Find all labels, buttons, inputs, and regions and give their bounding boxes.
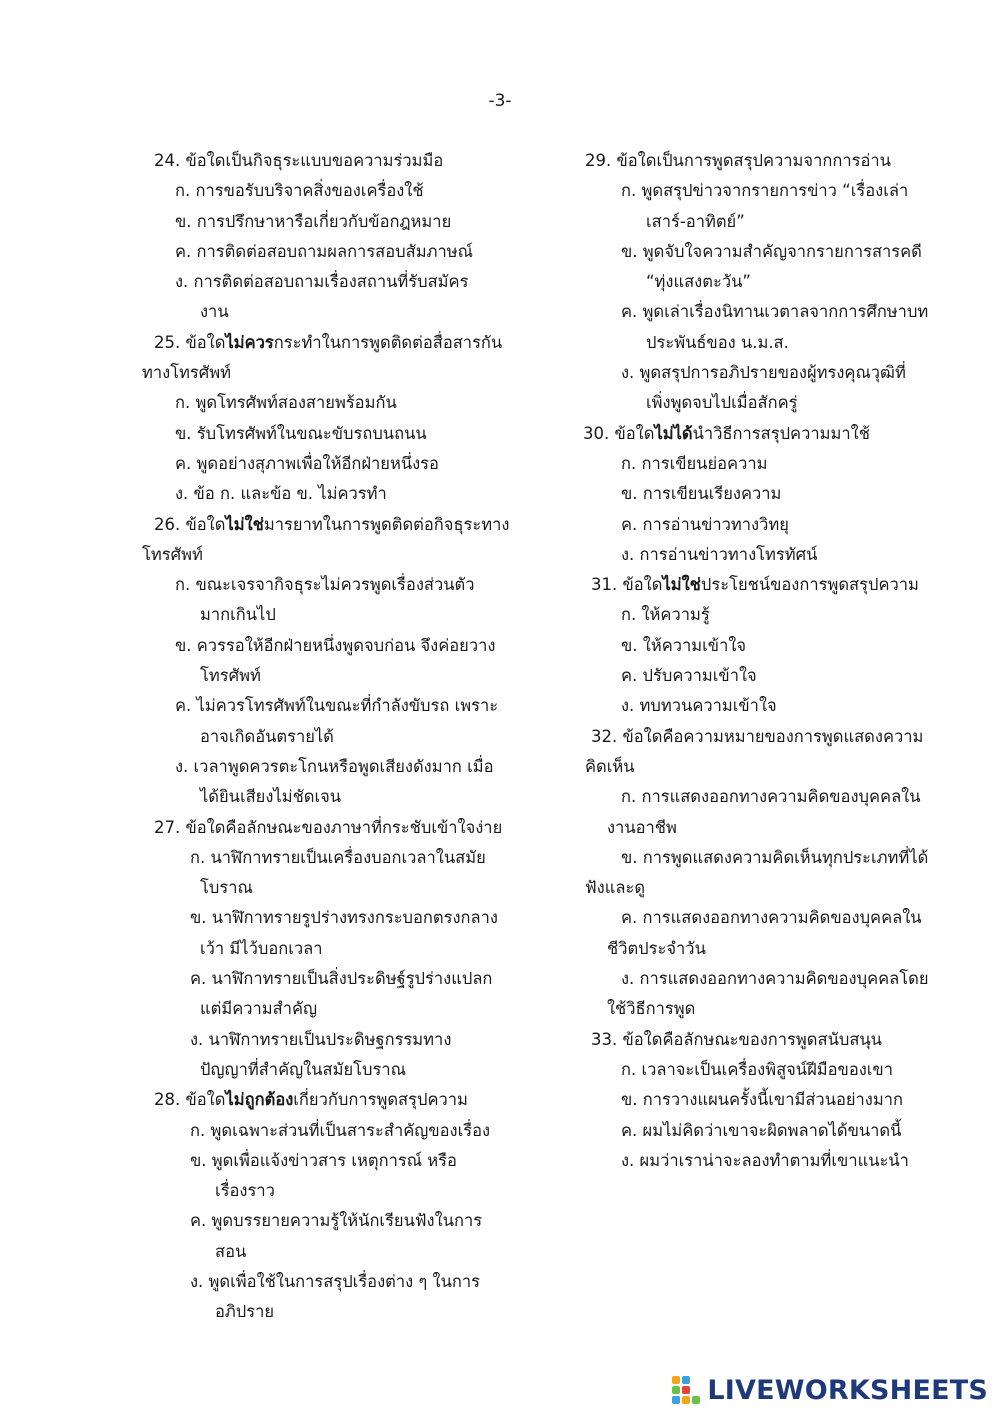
q31-suffix: ประโยชน์ของการพูดสรุปความ <box>700 575 919 595</box>
q29-option-d: ง. พูดสรุปการอภิปรายของผู้ทรงคุณวุฒิที่ <box>621 363 906 383</box>
q24-option-d-cont: งาน <box>200 302 229 322</box>
q28-prefix: 28. ข้อใด <box>154 1090 226 1110</box>
q24-option-b: ข. การปรึกษาหารือเกี่ยวกับข้อกฎหมาย <box>175 211 452 231</box>
question-25 <box>154 328 509 358</box>
q28-option-c-cont: สอน <box>215 1241 247 1261</box>
q25-option-b: ข. รับโทรศัพท์ในขณะขับรถบนถนน <box>175 423 427 443</box>
question-25-cont: ทางโทรศัพท์ <box>142 363 232 383</box>
q32-option-c: ค. การแสดงออกทางความคิดของบุคคลใน <box>621 908 922 928</box>
question-33: 33. ข้อใดคือลักษณะของการพูดสนับสนุน <box>591 1029 882 1049</box>
q27-option-a-cont: โบราณ <box>200 878 253 898</box>
question-32-cont: คิดเห็น <box>585 756 635 776</box>
q26-prefix: 26. ข้อใด <box>154 514 226 534</box>
q32-option-a: ก. การแสดงออกทางความคิดของบุคคลใน <box>621 787 921 807</box>
q29-option-b: ข. พูดจับใจความสำคัญจากรายการสารคดี <box>621 241 922 261</box>
q32-option-d: ง. การแสดงออกทางความคิดของบุคคลโดย <box>621 969 929 989</box>
q28-suffix: เกี่ยวกับการพูดสรุปความ <box>293 1090 468 1110</box>
q27-option-b: ข. นาฬิกาทรายรูปร่างทรงกระบอกตรงกลาง <box>190 908 498 928</box>
q24-option-d: ง. การติดต่อสอบถามเรื่องสถานที่รับสมัคร <box>175 272 469 292</box>
question-26 <box>154 510 509 540</box>
question-24: 24. ข้อใดเป็นกิจธุระแบบขอความร่วมมือ <box>154 151 444 170</box>
q32-option-c-cont: ชีวิตประจำวัน <box>607 938 706 958</box>
q33-option-b: ข. การวางแผนครั้งนี้เขามีส่วนอย่างมาก <box>621 1090 903 1110</box>
question-31 <box>591 570 945 600</box>
q26-option-c-cont: อาจเกิดอันตรายได้ <box>200 726 334 746</box>
q29-option-a: ก. พูดสรุปข่าวจากรายการข่าว “เรื่องเล่า <box>621 181 909 201</box>
q26-option-b-cont: โทรศัพท์ <box>200 666 261 686</box>
q28-option-b-cont: เรื่องราว <box>215 1181 275 1201</box>
q29-option-c: ค. พูดเล่าเรื่องนิทานเวตาลจากการศึกษาบท <box>621 302 929 322</box>
q31-option-d: ง. ทบทวนความเข้าใจ <box>621 696 777 716</box>
left-column <box>142 146 510 1328</box>
q25-option-d: ง. ข้อ ก. และข้อ ข. ไม่ควรทำ <box>175 484 387 504</box>
q33-option-d: ง. ผมว่าเราน่าจะลองทำตามที่เขาแนะนำ <box>621 1150 909 1170</box>
q25-suffix: กระทำในการพูดติดต่อสื่อสารกัน <box>273 332 503 352</box>
q26-option-a: ก. ขณะเจรจากิจธุระไม่ควรพูดเรื่องส่วนตัว <box>175 575 475 595</box>
q30-suffix: นำวิธีการสรุปความมาใช้ <box>692 423 870 443</box>
q31-option-a: ก. ให้ความรู้ <box>621 605 710 625</box>
q27-option-c-cont: แต่มีความสำคัญ <box>200 999 318 1019</box>
q27-option-c: ค. นาฬิกาทรายเป็นสิ่งประดิษฐ์รูปร่างแปลก <box>190 969 493 989</box>
q26-option-b: ข. ควรรอให้อีกฝ่ายหนึ่งพูดจบก่อน จึงค่อยวาง <box>175 635 496 655</box>
question-26-cont: โทรศัพท์ <box>142 544 203 564</box>
q27-option-d-cont: ปัญญาที่สำคัญในสมัยโบราณ <box>200 1059 406 1079</box>
right-column <box>585 146 945 1176</box>
question-32: 32. ข้อใดคือความหมายของการพูดแสดงความ <box>591 726 924 746</box>
q30-negation: ไม่ได้ <box>654 423 693 443</box>
q33-option-c: ค. ผมไม่คิดว่าเขาจะผิดพลาดได้ขนาดนี้ <box>621 1120 902 1140</box>
question-27: 27. ข้อใดคือลักษณะของภาษาที่กระชับเข้าใจง่าย <box>154 817 503 837</box>
q30-option-a: ก. การเขียนย่อความ <box>621 453 768 473</box>
q27-option-d: ง. นาฬิกาทรายเป็นประดิษฐกรรมทาง <box>190 1029 452 1049</box>
q28-negation: ไม่ถูกต้อง <box>225 1090 294 1110</box>
question-28 <box>154 1085 509 1115</box>
q29-option-a-cont: เสาร์-อาทิตย์” <box>646 211 745 231</box>
q26-option-d: ง. เวลาพูดควรตะโกนหรือพูดเสียงดังมาก เมื่อ <box>175 756 494 776</box>
liveworksheets-logo-icon <box>671 1375 701 1405</box>
q26-suffix: มารยาทในการพูดติดต่อกิจธุระทาง <box>263 514 510 534</box>
question-29: 29. ข้อใดเป็นการพูดสรุปความจากการอ่าน <box>585 151 891 170</box>
q26-option-d-cont: ได้ยินเสียงไม่ชัดเจน <box>200 787 342 807</box>
q32-option-a-cont: งานอาชีพ <box>607 817 677 837</box>
q27-option-b-cont: เว้า มีไว้บอกเวลา <box>200 938 323 958</box>
q25-option-a: ก. พูดโทรศัพท์สองสายพร้อมกัน <box>175 393 397 413</box>
q32-option-b-cont: ฟังและดู <box>585 878 646 898</box>
q24-option-c: ค. การติดต่อสอบถามผลการสอบสัมภาษณ์ <box>175 241 473 261</box>
q29-option-c-cont: ประพันธ์ของ น.ม.ส. <box>646 332 789 352</box>
q25-option-c: ค. พูดอย่างสุภาพเพื่อให้อีกฝ่ายหนึ่งรอ <box>175 453 439 473</box>
q25-prefix: 25. ข้อใด <box>154 332 226 352</box>
q30-prefix: 30. ข้อใด <box>583 423 655 443</box>
q26-negation: ไม่ใช่ <box>225 514 264 534</box>
q31-option-b: ข. ให้ความเข้าใจ <box>621 635 747 655</box>
q26-option-c: ค. ไม่ควรโทรศัพท์ในขณะที่กำลังขับรถ เพราะ <box>175 696 499 716</box>
q28-option-d-cont: อภิปราย <box>215 1302 275 1322</box>
q30-option-d: ง. การอ่านข่าวทางโทรทัศน์ <box>621 544 818 564</box>
q31-option-c: ค. ปรับความเข้าใจ <box>621 666 757 686</box>
q30-option-c: ค. การอ่านข่าวทางวิทยุ <box>621 514 789 534</box>
q24-option-a: ก. การขอรับบริจาคสิ่งของเครื่องใช้ <box>175 181 424 201</box>
q32-option-d-cont: ใช้วิธีการพูด <box>607 999 696 1019</box>
q32-option-b: ข. การพูดแสดงความคิดเห็นทุกประเภทที่ได้ <box>621 847 929 867</box>
page-number: -3- <box>488 91 512 111</box>
liveworksheets-logo <box>671 1372 988 1408</box>
question-30 <box>583 419 945 449</box>
q25-negation: ไม่ควร <box>225 332 274 352</box>
q31-negation: ไม่ใช่ <box>662 575 701 595</box>
q28-option-c: ค. พูดบรรยายความรู้ให้นักเรียนฟังในการ <box>190 1211 483 1231</box>
q33-option-a: ก. เวลาจะเป็นเครื่องพิสูจน์ฝีมือของเขา <box>621 1059 893 1079</box>
q28-option-d: ง. พูดเพื่อใช้ในการสรุปเรื่องต่าง ๆ ในการ <box>190 1271 480 1291</box>
q29-option-d-cont: เพิ่งพูดจบไปเมื่อสักครู่ <box>646 393 798 413</box>
q29-option-b-cont: “ทุ่งแสงตะวัน” <box>646 272 751 292</box>
q28-option-b: ข. พูดเพื่อแจ้งข่าวสาร เหตุการณ์ หรือ <box>190 1150 457 1170</box>
q31-prefix: 31. ข้อใด <box>591 575 663 595</box>
q26-option-a-cont: มากเกินไป <box>200 605 276 625</box>
liveworksheets-logo-text: LIVEWORKSHEETS <box>707 1374 988 1406</box>
q30-option-b: ข. การเขียนเรียงความ <box>621 484 782 504</box>
q27-option-a: ก. นาฬิกาทรายเป็นเครื่องบอกเวลาในสมัย <box>190 847 486 867</box>
q28-option-a: ก. พูดเฉพาะส่วนที่เป็นสาระสำคัญของเรื่อง <box>190 1120 491 1140</box>
